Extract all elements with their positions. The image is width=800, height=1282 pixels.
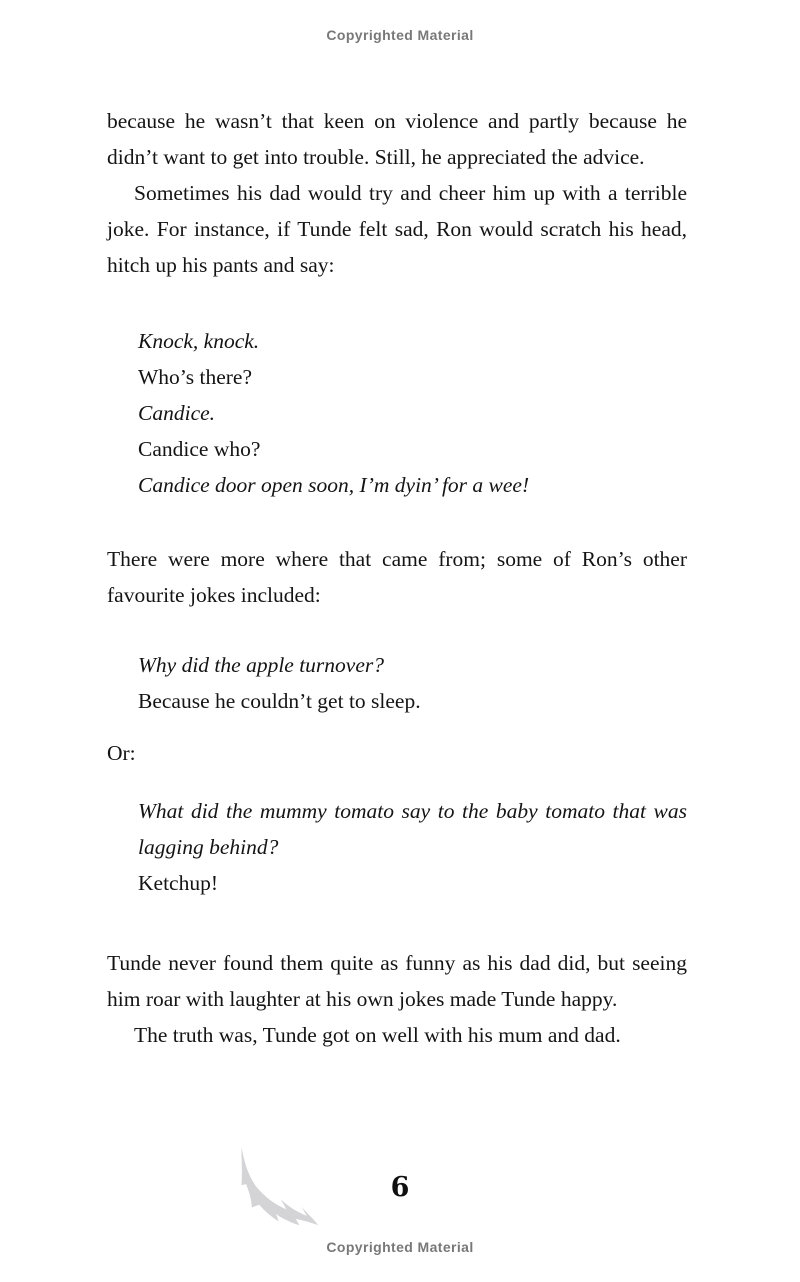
joke-line: Because he couldn’t get to sleep. [138,689,421,713]
copyright-notice-bottom: Copyrighted Material [326,1239,474,1255]
paragraph-2: Sometimes his dad would try and cheer him up with a terrible joke. For instance, if Tunde felt sad, Ron would scratch his head, hitch up his pants and say: [107,181,687,277]
joke-line: What did the mummy tomato say to the baby tomato that was lagging behind? [138,799,687,859]
joke-line: Candice door open soon, I’m dyin’ for a wee! [138,473,530,497]
joke-line: Who’s there? [138,365,253,389]
page-number: 6 [390,1172,410,1203]
joke-line: Candice. [138,401,216,425]
page-body [107,103,687,1053]
joke-line: Why did the apple turnover? [138,653,385,677]
paragraph-4: Tunde never found them quite as funny as his dad did, but seeing him roar with laughter at his own jokes made Tunde happy. [107,951,687,1011]
or-label: Or: [107,741,136,765]
joke-line: Ketchup! [138,871,218,895]
joke-block-tomato [138,793,687,901]
paragraph-3: There were more where that came from; some of Ron’s other favourite jokes included: [107,547,687,607]
joke-line: Candice who? [138,437,261,461]
joke-block-apple [138,647,687,719]
paragraph-1: because he wasn’t that keen on violence and partly because he didn’t want to get into trouble. Still, he appreciated the advice. [107,109,687,169]
copyright-notice-top: Copyrighted Material [326,27,474,43]
joke-block-knock-knock [138,323,687,503]
paragraph-5: The truth was, Tunde got on well with his mum and dad. [134,1023,621,1047]
joke-line: Knock, knock. [138,329,260,353]
